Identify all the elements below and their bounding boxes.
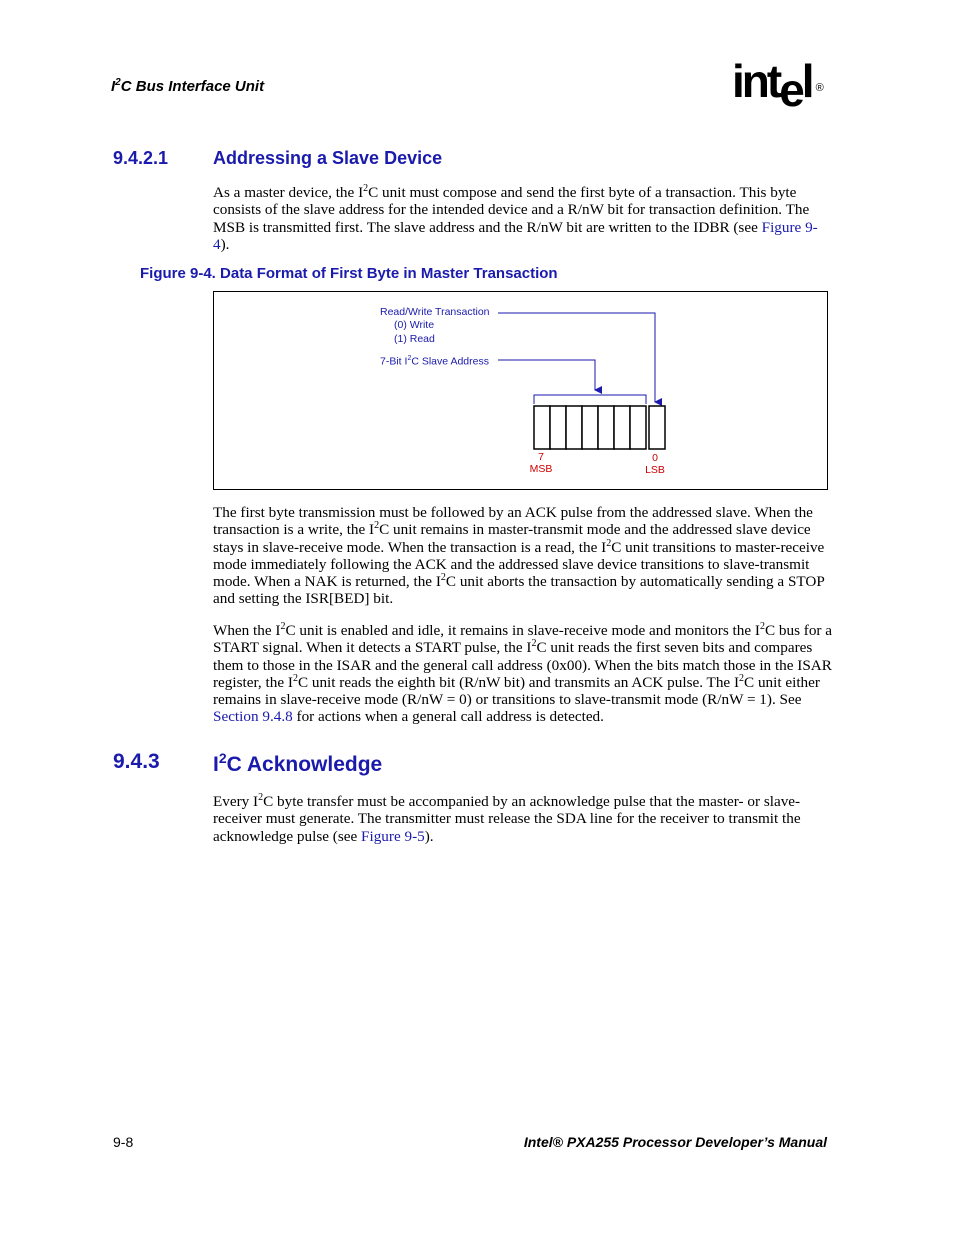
bit-cell [582,406,598,449]
rw-arrow [498,313,655,402]
bit-cell [630,406,646,449]
rw-transaction-label: Read/Write Transaction [380,306,490,318]
section-9-4-8-link[interactable]: Section 9.4.8 [213,708,293,726]
bit-cell [566,406,582,449]
figure-caption: Figure 9-4. Data Format of First Byte in Master Transaction [140,265,558,282]
bit-cell [614,406,630,449]
figure-9-4 [213,291,828,490]
lsb-number: 0 [652,452,658,464]
page-number: 9-8 [113,1134,134,1150]
msb-label: MSB [529,463,553,475]
slave-address-label: 7-Bit $I^2C$ Slave Address [380,355,489,368]
paragraph-ack-pulse: The first byte transmission must be followed by an ACK pulse from the addressed slave. When the transaction is a write, the $I^2C$ unit remains in master-transmit mode and the addressed slave device stays in slave-receive mode. When the transaction is a read, the $I^2C$ unit transitions to master-receive mode immediately following the ACK and the addressed slave device transitions to slave-transmit mode. When a NAK is returned, the $I^2C$ unit aborts the transaction by automatically sending a STOP and setting the ISR[BED] bit. [213,504,825,608]
byte-format-diagram [214,292,827,489]
paragraph-slave-receive: When the $I^2C$ unit is enabled and idle, it remains in slave-receive mode and monitors the $I^2C$ bus for a START signal. When it detects a START pulse, the $I^2C$ unit reads the first seven bits and compares them to those in the ISAR and the general call address (0x00). When the bits match those in the ISAR register, the $I^2C$ unit reads the eighth bit (R/nW bit) and transmits an ACK pulse. The $I^2C$ unit either remains in slave-receive mode (R/nW = 0) or transitions to slave-transmit mode (R/nW = 1). See Section 9.4.8 for actions when a general call address is detected. [213,620,833,726]
lsb-label: LSB [645,464,665,476]
section-number-943: 9.4.3 [113,750,160,773]
rw-read-label: (1) Read [394,333,435,345]
figure-9-5-link[interactable]: Figure 9-5 [361,827,425,845]
msb-number: 7 [538,451,544,463]
address-arrow [498,360,595,390]
section-number-9421: 9.4.2.1 [113,148,169,168]
bit-cell [534,406,550,449]
bit-cell [598,406,614,449]
section-title-943: $I^2C$ Acknowledge [213,750,383,776]
intel-logo: intel ® [732,55,824,116]
paragraph-acknowledge: Every $I^2C$ byte transfer must be accompanied by an acknowledge pulse that the master- or slave-receiver must generate. The transmitter must release the SDA line for the receiver to transmit the acknowledge pulse (see Figure 9-5). [213,791,801,845]
address-bracket [534,395,646,404]
bit-cell [550,406,566,449]
manual-title: Intel® PXA255 Processor Developer’s Manual [523,1134,827,1150]
rw-write-label: (0) Write [394,319,435,331]
running-header: $I^2C$ Bus Interface Unit [111,77,265,95]
figure-9-4-link[interactable]: Figure 9-4 [213,218,818,253]
bit-cell [649,406,665,449]
paragraph-addressing: As a master device, the $I^2C$ unit must compose and send the first byte of a transaction. This byte consists of the slave address for the intended device and a R/nW bit for transaction definition. The MSB is transmitted first. The slave address and the R/nW bit are written to the IDBR (see Figure 9-4). [213,182,818,253]
section-title-9421: Addressing a Slave Device [213,148,443,168]
bit-cells [534,406,665,449]
